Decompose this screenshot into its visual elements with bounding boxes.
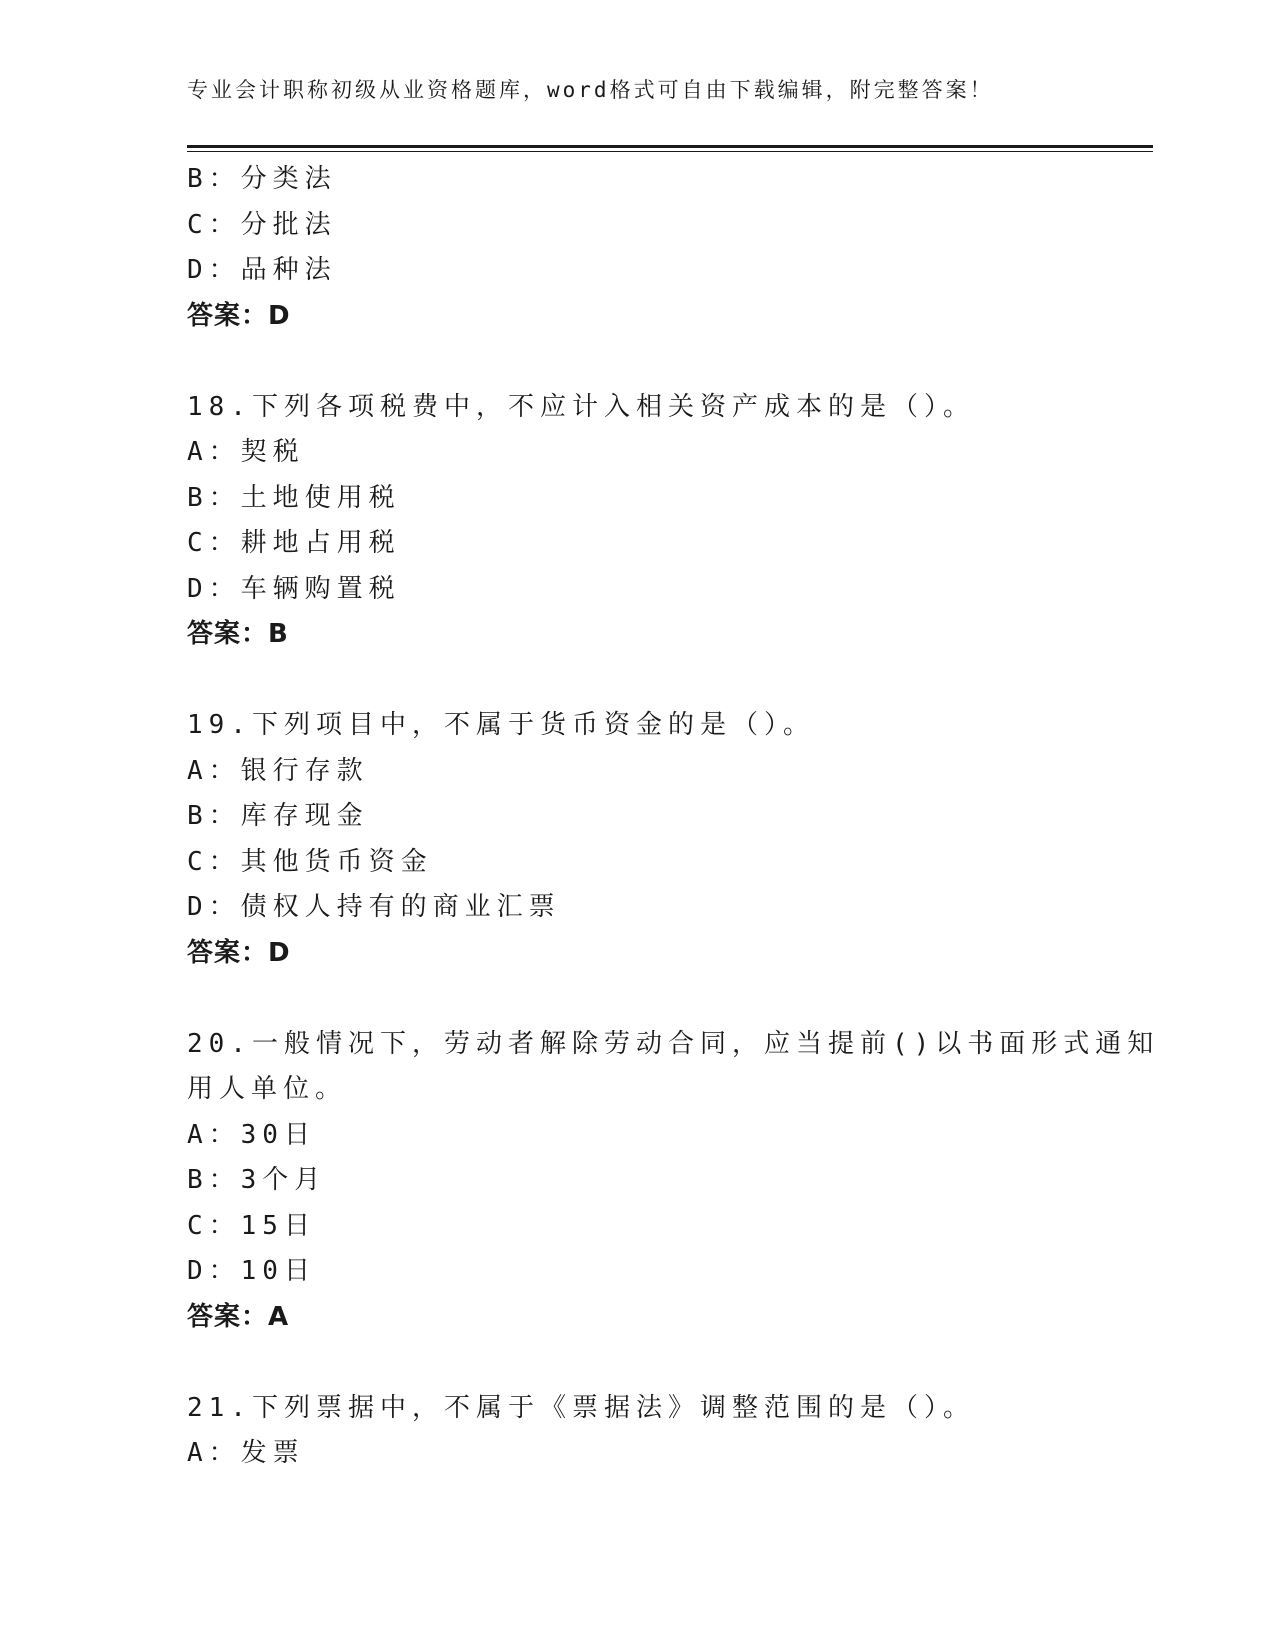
question-stem: 19.下列项目中，不属于货币资金的是（）。 [187, 710, 815, 740]
option-d: D：车辆购置税 [187, 573, 401, 604]
option-d: D：债权人持有的商业汇票 [187, 892, 561, 922]
option-b: B：分类法 [187, 164, 337, 194]
option-a: A：银行存款 [187, 755, 369, 786]
page-header: 专业会计职称初级从业资格题库，word格式可自由下载编辑，附完整答案！ [187, 78, 994, 102]
option-d: D：品种法 [187, 255, 337, 285]
question-20 [187, 1022, 1160, 1341]
answer: 答案：D [187, 300, 291, 331]
question-17-tail [187, 157, 1087, 339]
option-c: C：15日 [187, 1210, 316, 1241]
question-stem-line-2: 用人单位。 [187, 1074, 348, 1104]
header-rule-thin [187, 151, 1153, 152]
question-18 [187, 385, 1087, 658]
question-content [187, 157, 1160, 1477]
option-b: B：库存现金 [187, 801, 369, 831]
option-c: C：分批法 [187, 209, 337, 240]
question-21 [187, 1386, 1087, 1477]
option-a: A：发票 [187, 1438, 305, 1468]
answer: 答案：A [187, 1301, 290, 1332]
header-rule-thick [187, 145, 1153, 148]
option-d: D：10日 [187, 1256, 316, 1286]
question-stem: 21.下列票据中，不属于《票据法》调整范围的是（）。 [187, 1392, 975, 1423]
answer: 答案：B [187, 619, 289, 649]
question-19 [187, 703, 1087, 976]
option-b: B：土地使用税 [187, 482, 401, 513]
question-stem-line-1: 20.一般情况下，劳动者解除劳动合同，应当提前()以书面形式通知 [187, 1028, 1160, 1059]
option-a: A：30日 [187, 1119, 316, 1150]
option-c: C：其他货币资金 [187, 846, 433, 877]
answer: 答案：D [187, 937, 291, 968]
question-stem: 18.下列各项税费中，不应计入相关资产成本的是（）。 [187, 391, 975, 422]
option-c: C：耕地占用税 [187, 528, 401, 558]
option-b: B：3个月 [187, 1165, 327, 1195]
option-a: A：契税 [187, 437, 305, 467]
